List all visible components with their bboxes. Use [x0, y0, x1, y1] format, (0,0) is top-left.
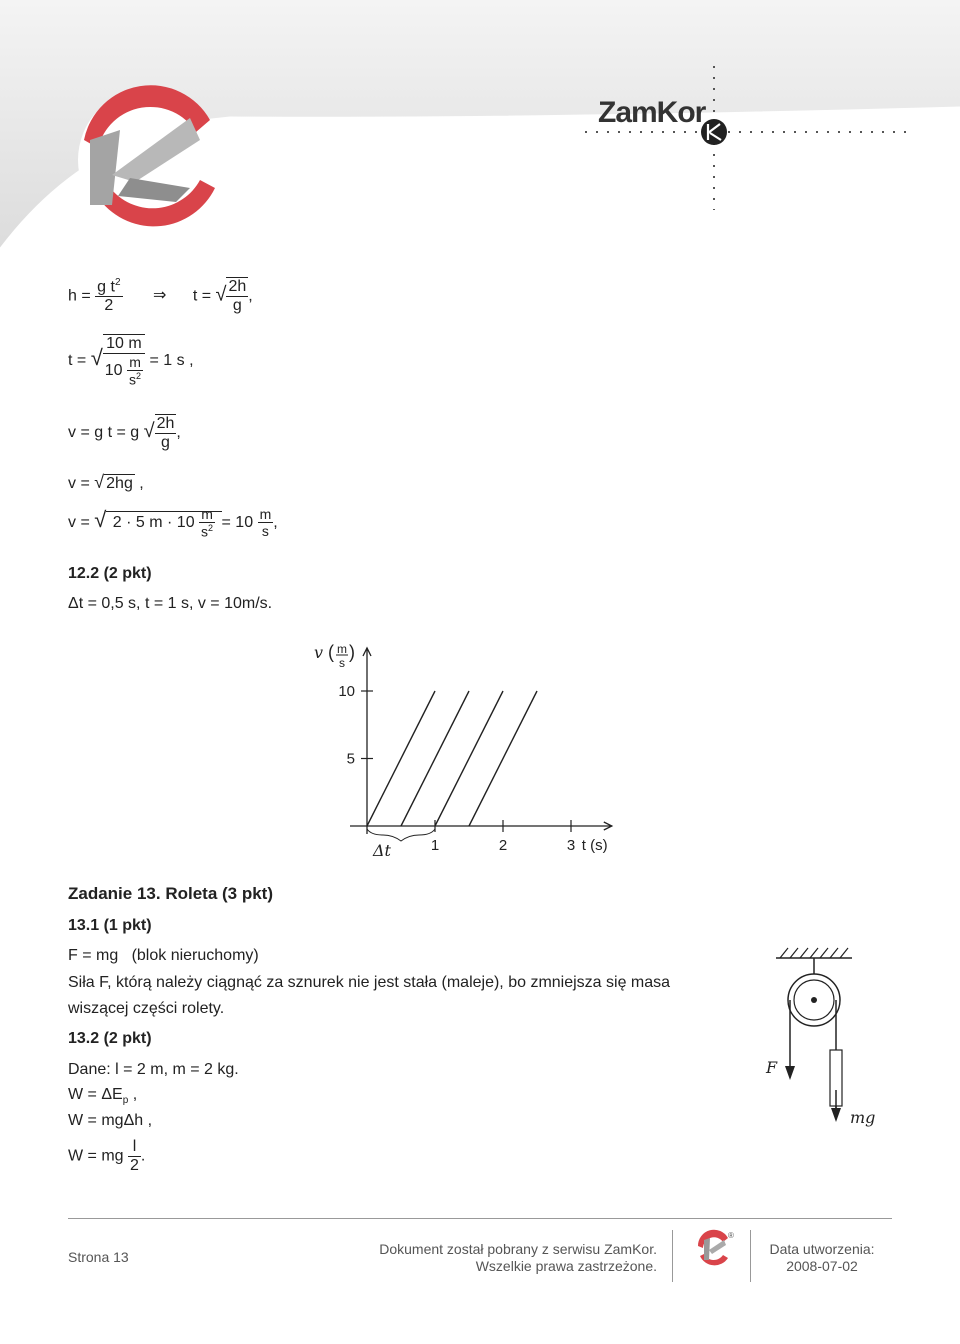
task-13-title: Zadanie 13. Roleta (3 pkt) [68, 884, 273, 903]
series-line-line4 [469, 691, 537, 826]
date-value: 2008-07-02 [786, 1258, 858, 1274]
label-force-mg: mg [850, 1108, 876, 1127]
y-axis-paren-close: ) [349, 642, 355, 662]
x-tick-label: 3 [566, 837, 576, 854]
y-tick-label: 5 [346, 750, 355, 768]
y-axis-paren-open: ( [328, 642, 334, 662]
footer-notice-1: Dokument został pobrany z serwisu ZamKor. [379, 1241, 657, 1257]
y-axis-label-m: m [337, 642, 347, 656]
velocity-chart [300, 630, 660, 870]
formula-line-2: t = √ 10 m 10 $\frac{m}{s^2}$ = 1 s , [68, 335, 194, 388]
x-tick-label: 2 [498, 837, 508, 854]
section-12-2-title: 12.2 (2 pkt) [68, 565, 152, 582]
dane-line: Dane: l = 2 m, m = 2 kg. [68, 1061, 239, 1078]
page-header [0, 0, 960, 270]
footer-k-logo [690, 1226, 740, 1270]
series-line-line3 [435, 691, 503, 826]
formula-w1: $W = \Delta E_p$ , [68, 1086, 138, 1107]
paragraph-line-1: Siła F, którą należy ciągnąć za sznurek nie jest stała (maleje), bo zmniejsza się masa [68, 974, 671, 991]
force-arrow-mg [831, 1108, 841, 1122]
section-13-1-title: 13.1 (1 pkt) [68, 917, 152, 934]
formula-w3: W = mg $\frac{l}{2}$ . [68, 1138, 146, 1174]
y-tick-label: 10 [338, 683, 355, 700]
date-label: Data utworzenia: [769, 1241, 875, 1257]
formula-line-1: h = $\frac{g t^2}{2}$ ⇒ t = √ $\frac{2h}{g}$ , [68, 277, 253, 315]
formula-line-3: v = g t = g √ $\frac{2h}{g}$ , [68, 415, 181, 451]
series-line-line1 [367, 691, 435, 826]
page-number: Strona 13 [68, 1249, 129, 1265]
formula-f-eq: F = mg (blok nieruchomy) [68, 947, 259, 964]
x-tick-label: 1 [430, 837, 440, 854]
formula-w2: W = mgΔh , [68, 1112, 153, 1129]
section-13-2-title: 13.2 (2 pkt) [68, 1030, 152, 1047]
implies-arrow: ⇒ [152, 287, 167, 305]
section-12-2-data: Δt = 0,5 s, t = 1 s, v = 10m/s. [68, 595, 273, 612]
y-axis-label-v: v [314, 643, 324, 662]
svg-text:®: ® [728, 1231, 734, 1240]
formula-line-4: v = √ 2hg , [68, 472, 144, 492]
paragraph-line-2: wiszącej części rolety. [68, 1000, 225, 1017]
x-axis-label: t (s) [581, 837, 608, 854]
force-arrow-f [785, 1066, 795, 1080]
brand-name: ZamKor [598, 96, 706, 129]
y-axis-label-s: s [339, 656, 345, 670]
delta-t-label: Δt [373, 841, 391, 860]
delta-t-brace [367, 829, 435, 841]
series-line-line2 [401, 691, 469, 826]
formula-line-5: v = √ 2 · 5 m · 10 $\frac{m}{s^2}$ = 10 $\frac{m}{s}$ , [68, 506, 278, 540]
label-force-f: F [766, 1058, 778, 1077]
footer-divider [68, 1218, 892, 1219]
footer-notice-2: Wszelkie prawa zastrzeżone. [475, 1258, 657, 1274]
